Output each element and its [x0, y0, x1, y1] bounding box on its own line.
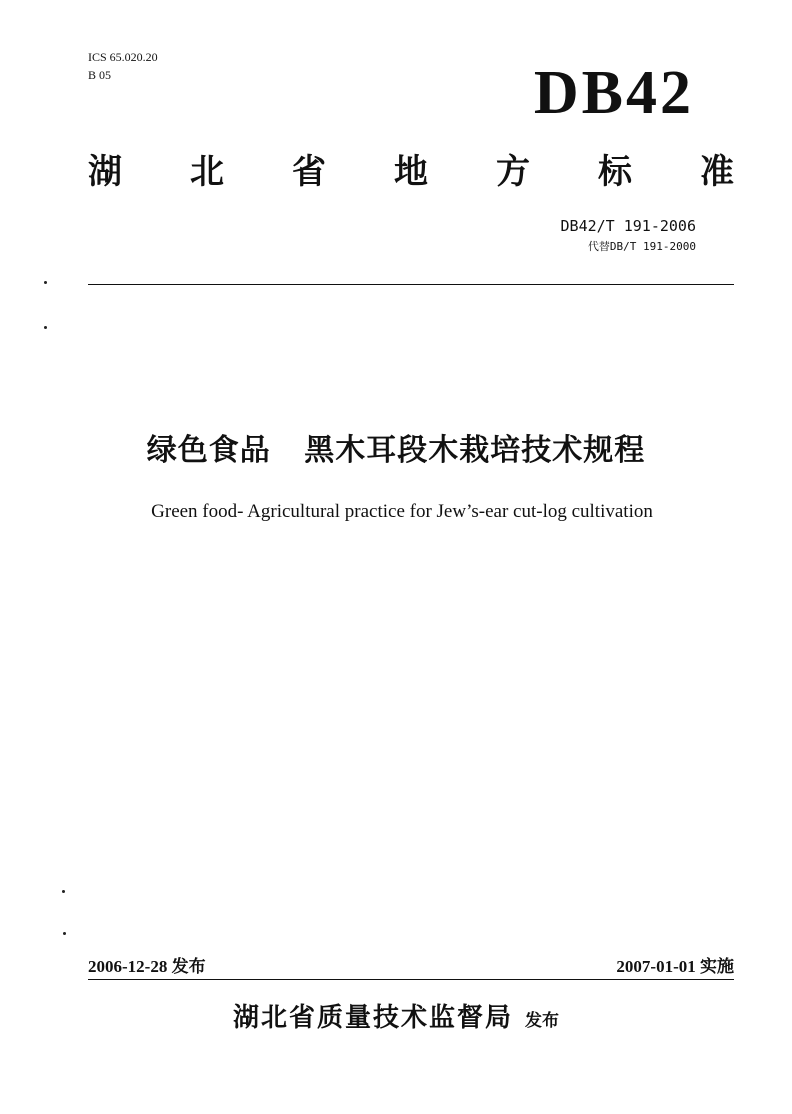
footer-divider: [88, 979, 734, 980]
header-divider: [88, 284, 734, 285]
standard-type-char: 地: [394, 152, 428, 192]
standard-number: DB42/T 191-2006: [560, 217, 696, 235]
scan-speck: [44, 326, 47, 329]
replaced-standard: 代替DB/T 191-2000: [587, 240, 696, 253]
standard-type-char: 北: [190, 152, 224, 192]
scan-speck: [44, 281, 47, 284]
standard-type-heading: [88, 150, 734, 194]
issuer-line: [0, 1000, 792, 1039]
standard-code-logo: DB42: [533, 59, 694, 127]
standard-type-char: 方: [496, 152, 530, 192]
issuer-suffix: 发布: [525, 1011, 559, 1031]
standard-type-char: 湖: [88, 152, 122, 192]
standard-type-char: 准: [700, 152, 734, 192]
ics-code: ICS 65.020.20: [88, 50, 158, 64]
ccs-code: B 05: [88, 68, 112, 82]
document-title-english: Green food- Agricultural practice for Jew’s-ear cut-log cultivation: [151, 501, 653, 522]
document-title-chinese: 绿色食品 黑木耳段木栽培技术规程: [146, 433, 646, 468]
standard-type-char: 省: [292, 152, 326, 192]
issue-date: 2006-12-28 发布: [88, 957, 206, 976]
issuer-name: 湖北省质量技术监督局: [232, 1003, 513, 1033]
implementation-date: 2007-01-01 实施: [616, 957, 734, 976]
scan-speck: [63, 932, 66, 935]
standard-type-char: 标: [598, 152, 632, 192]
scan-speck: [62, 890, 65, 893]
